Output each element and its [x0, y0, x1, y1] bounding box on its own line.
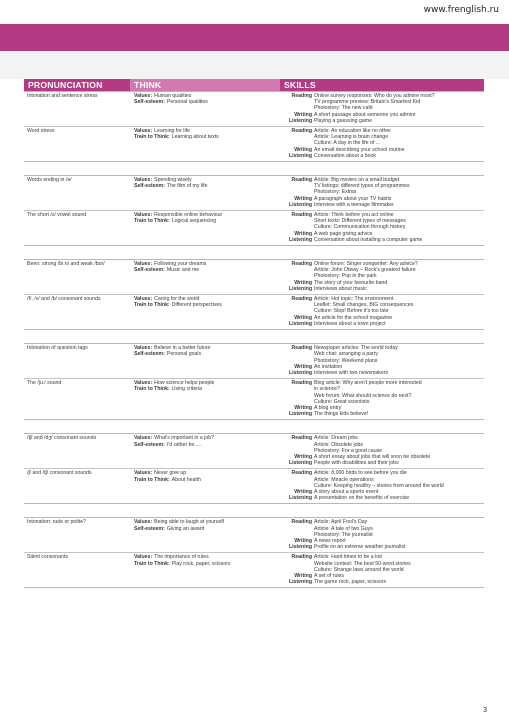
skill-label: Listening — [288, 544, 312, 551]
skill-label: Reading — [291, 177, 312, 184]
skill-label: Listening — [288, 152, 312, 159]
think-label: Values: — [134, 128, 153, 135]
skills-cell — [280, 380, 484, 417]
skill-text: Culture: Great scientists — [314, 398, 370, 405]
skills-cell — [280, 345, 484, 376]
table-row — [24, 126, 484, 161]
skill-label: Writing — [294, 488, 312, 495]
skill-label: Reading — [291, 470, 312, 477]
skill-text: Photostory: Pop in the park — [314, 273, 377, 280]
skill-text: A story about a sports event — [314, 488, 379, 495]
magenta-header-band — [0, 24, 509, 51]
skill-text: Blog article: Why aren't people more interested — [314, 380, 422, 387]
think-label: Values: — [134, 212, 153, 219]
skill-text: A news report — [314, 537, 346, 544]
skills-line — [284, 321, 484, 327]
think-label: Values: — [134, 435, 153, 442]
skill-label: Reading — [291, 296, 312, 303]
think-label: Train to Think: — [134, 134, 170, 141]
think-line — [134, 351, 280, 357]
skills-line — [284, 153, 484, 159]
skill-text: A short passage about someone you admire — [314, 111, 416, 118]
skill-text: Playing a guessing game — [314, 117, 372, 124]
think-line — [134, 526, 280, 532]
skill-text: TV listings: different types of programmes — [314, 183, 410, 190]
skill-label: Reading — [291, 212, 312, 219]
unit-block — [24, 259, 484, 330]
skills-line — [284, 495, 484, 501]
table-row — [24, 92, 484, 126]
skills-cell — [280, 212, 484, 243]
think-line — [134, 134, 280, 140]
skill-text: Article: A tale of two Guys — [314, 525, 373, 532]
skill-text: An article for the school magazine — [314, 314, 393, 321]
think-value: I'd rather be .... — [166, 441, 202, 448]
skill-text: Article: Think before you act online — [314, 212, 394, 219]
header-pronunciation: PRONUNCIATION — [24, 79, 130, 91]
skills-cell — [280, 177, 484, 208]
think-value: Learning about texts — [171, 134, 219, 141]
think-value: Human qualities — [154, 93, 192, 99]
skill-label: Listening — [288, 460, 312, 467]
think-line — [134, 99, 280, 105]
skill-label: Writing — [294, 111, 312, 118]
think-cell — [130, 261, 280, 292]
skill-text: Online survey responses: Who do you admire most? — [314, 93, 435, 99]
skill-label: Reading — [291, 519, 312, 526]
pronunciation-cell: The /juː/ sound — [27, 380, 62, 387]
think-value: Believe in a better future — [154, 345, 211, 352]
skills-line — [284, 460, 484, 466]
table-row — [24, 344, 484, 378]
skill-text: A set of rules — [314, 572, 344, 579]
skill-text: The things kids believe! — [314, 411, 369, 418]
think-value: What's important in a job? — [154, 435, 214, 442]
table-row — [24, 378, 484, 419]
think-value: The film of my life — [166, 183, 208, 190]
skill-label: Writing — [294, 195, 312, 202]
skill-text: Website contest: The best 50-word stories — [314, 560, 411, 567]
skill-text: Photostory: Extras — [314, 189, 357, 196]
skill-label: Reading — [291, 128, 312, 135]
think-value: The importance of rules — [154, 554, 209, 561]
skill-text: Article: Miracle operations — [314, 476, 374, 483]
skill-text: A paragraph about your TV habits — [314, 195, 392, 202]
skill-text: Culture: A day in the life of ... — [314, 140, 381, 147]
skill-label: Writing — [294, 279, 312, 286]
table-row — [24, 210, 484, 245]
skill-text: The story of your favourite band — [314, 279, 388, 286]
think-value: Never give up — [154, 470, 187, 477]
think-cell — [130, 470, 280, 501]
skill-text: The game rock, paper, scissors — [314, 579, 387, 586]
skill-text: Culture: Stop! Before it's too late — [314, 308, 389, 315]
skill-label: Listening — [288, 369, 312, 376]
think-value: Music and me — [166, 267, 200, 274]
skill-text: Interviews with two newsmakers — [314, 369, 389, 376]
pronunciation-cell: Intonation: rude or polite? — [27, 519, 86, 526]
skill-label: Writing — [294, 537, 312, 544]
think-value: Personal qualities — [166, 99, 208, 106]
think-cell — [130, 554, 280, 585]
table-header — [24, 79, 484, 91]
skills-cell — [280, 296, 484, 327]
think-cell — [130, 212, 280, 243]
think-cell — [130, 345, 280, 376]
think-line — [134, 386, 280, 392]
skills-cell — [280, 261, 484, 292]
think-value: Logical sequencing — [171, 218, 217, 225]
think-value: How science helps people — [154, 380, 215, 387]
think-label: Values: — [134, 345, 153, 352]
skill-text: TV programme preview: Britain's Smartest Kid — [314, 99, 421, 106]
skill-text: Culture: Keeping healthy – stories from around the world — [314, 482, 444, 489]
skill-label: Reading — [291, 261, 312, 268]
site-watermark: www.frenglish.ru — [423, 5, 499, 15]
table-row — [24, 434, 484, 468]
think-value: Spending wisely — [154, 177, 192, 184]
pronunciation-cell: /ʃ/ and /tʃ/ consonant sounds — [27, 470, 92, 477]
skill-text: Interviews about a town project — [314, 320, 386, 327]
skills-cell — [280, 435, 484, 466]
think-cell — [130, 177, 280, 208]
pronunciation-cell: Word stress — [27, 128, 55, 135]
skill-text: Conversation about installing a computer game — [314, 236, 423, 243]
skill-text: in science? — [314, 386, 340, 393]
think-value: Caring for the world — [154, 296, 200, 303]
think-label: Train to Think: — [134, 302, 170, 309]
skill-label: Reading — [291, 380, 312, 387]
skill-text: Photostory: The journalist — [314, 531, 373, 538]
unit-block — [24, 433, 484, 504]
pronunciation-cell: /tʃ/ and /dʒ/ consonant sounds — [27, 435, 97, 442]
table-row — [24, 468, 484, 503]
think-label: Train to Think: — [134, 476, 170, 483]
skill-label: Writing — [294, 230, 312, 237]
think-label: Train to Think: — [134, 218, 170, 225]
skills-cell — [280, 93, 484, 124]
think-label: Values: — [134, 554, 153, 561]
top-bar — [0, 0, 509, 24]
skill-label: Listening — [288, 201, 312, 208]
think-value: Learning for life — [154, 128, 190, 135]
skills-cell — [280, 128, 484, 159]
skills-line — [284, 411, 484, 417]
skills-line — [284, 286, 484, 292]
skill-label: Reading — [291, 345, 312, 352]
skill-text: Interview with a teenage filmmaker — [314, 201, 394, 208]
skills-line — [284, 544, 484, 550]
unit-block — [24, 517, 484, 588]
page-number: 3 — [483, 707, 487, 714]
skill-label: Listening — [288, 495, 312, 502]
unit-block — [24, 343, 484, 420]
skills-line — [284, 118, 484, 124]
skill-text: Article: Hot topic: The environment — [314, 296, 394, 303]
think-cell — [130, 296, 280, 327]
think-cell — [130, 128, 280, 159]
contents-table — [24, 79, 484, 601]
skill-text: Culture: Communication through history — [314, 224, 406, 231]
think-label: Self-esteem: — [134, 441, 165, 448]
skill-text: Article: Hard times to be a kid — [314, 554, 382, 561]
skill-text: Article: An education like no other — [314, 128, 391, 135]
think-cell — [130, 435, 280, 466]
think-line — [134, 561, 280, 567]
think-label: Values: — [134, 93, 153, 99]
skill-text: An invitation — [314, 363, 343, 370]
pronunciation-cell: Silent consonants — [27, 554, 68, 561]
think-value: Different perspectives — [171, 302, 222, 309]
skill-label: Writing — [294, 453, 312, 460]
skill-text: A short essay about jobs that will soon be obsolete — [314, 453, 431, 460]
table-row — [24, 176, 484, 210]
think-value: Giving an award — [166, 525, 205, 532]
think-line — [134, 267, 280, 273]
skill-text: Article: Big movies on a small budget — [314, 177, 400, 184]
skills-cell — [280, 470, 484, 501]
think-label: Self-esteem: — [134, 267, 165, 274]
skill-text: Short texts: Different types of messages — [314, 218, 406, 225]
pronunciation-cell: Been: strong /biːn/ and weak /bɪn/ — [27, 261, 105, 268]
table-row — [24, 518, 484, 552]
skills-line — [284, 579, 484, 585]
think-line — [134, 477, 280, 483]
skill-text: Leaflet: Small changes, BIG consequences — [314, 302, 414, 309]
skills-line — [284, 370, 484, 376]
think-value: Using criteria — [171, 386, 203, 393]
think-value: Following your dreams — [154, 261, 207, 268]
skill-text: People with disabilities and their jobs — [314, 460, 399, 467]
skill-text: Interviews about music — [314, 285, 367, 292]
skill-label: Writing — [294, 363, 312, 370]
think-value: Play rock, paper, scissors — [171, 560, 231, 567]
skill-text: Newspaper articles: The world today — [314, 345, 398, 352]
skill-label: Listening — [288, 117, 312, 124]
skill-text: A presentation on the benefits of exercise — [314, 495, 410, 502]
header-think: THINK — [130, 79, 280, 91]
table-row — [24, 294, 484, 329]
skill-text: An email describing your school routine — [314, 146, 405, 153]
think-cell — [130, 519, 280, 550]
unit-block — [24, 91, 484, 162]
think-label: Self-esteem: — [134, 99, 165, 106]
skill-label: Reading — [291, 93, 312, 99]
skill-text: Article: 8,000 birds to see before you die — [314, 470, 407, 477]
skill-label: Listening — [288, 579, 312, 586]
think-line — [134, 302, 280, 308]
skills-cell — [280, 554, 484, 585]
think-label: Self-esteem: — [134, 351, 165, 358]
skills-line — [284, 202, 484, 208]
think-label: Values: — [134, 380, 153, 387]
skill-text: Article: John Otway – Rock's greatest failure — [314, 267, 416, 274]
think-label: Values: — [134, 177, 153, 184]
table-row — [24, 552, 484, 587]
think-line — [134, 183, 280, 189]
skills-line — [284, 237, 484, 243]
skill-label: Writing — [294, 314, 312, 321]
skill-label: Listening — [288, 236, 312, 243]
skill-text: Article: April Fool's Day — [314, 519, 368, 526]
skill-label: Writing — [294, 404, 312, 411]
skill-text: Web forum: What should science do next? — [314, 392, 412, 399]
skill-text: Photostory: The new café — [314, 105, 373, 112]
skill-text: Profile on an extreme weather journalist — [314, 544, 406, 551]
think-value: Responsible online behaviour — [154, 212, 223, 219]
skill-label: Listening — [288, 320, 312, 327]
think-label: Values: — [134, 261, 153, 268]
skill-text: Article: Obsolete jobs — [314, 441, 364, 448]
skill-label: Reading — [291, 435, 312, 442]
think-label: Self-esteem: — [134, 525, 165, 532]
skill-text: Online forum: Singer songwriter: Any advice? — [314, 261, 418, 268]
skill-text: Article: Learning is brain change — [314, 134, 389, 141]
skill-text: Photostory: Weekend plans — [314, 357, 378, 364]
pronunciation-cell: The short /ʌ/ vowel sound — [27, 212, 87, 219]
pronunciation-cell: Intonation of question tags — [27, 345, 88, 352]
skill-label: Writing — [294, 146, 312, 153]
think-line — [134, 218, 280, 224]
think-value: Being able to laugh at yourself — [154, 519, 224, 526]
grey-strip — [0, 51, 509, 79]
table-row — [24, 260, 484, 294]
skill-label: Listening — [288, 411, 312, 418]
units-container — [24, 91, 484, 588]
think-label: Values: — [134, 470, 153, 477]
think-cell — [130, 93, 280, 124]
think-label: Train to Think: — [134, 386, 170, 393]
think-line — [134, 442, 280, 448]
skills-cell — [280, 519, 484, 550]
pronunciation-cell: Intonation and sentence stress — [27, 93, 98, 99]
think-label: Values: — [134, 519, 153, 526]
think-label: Train to Think: — [134, 560, 170, 567]
skill-text: A web page giving advice — [314, 230, 373, 237]
think-value: Personal goals — [166, 351, 202, 358]
think-label: Values: — [134, 296, 153, 303]
skill-text: Web chat: arranging a party — [314, 351, 378, 358]
skill-text: Culture: Strange laws around the world — [314, 566, 404, 573]
header-skills: SKILLS — [280, 79, 484, 91]
skill-label: Reading — [291, 554, 312, 561]
skill-label: Listening — [288, 285, 312, 292]
skill-text: Article: Dream jobs — [314, 435, 358, 442]
skill-label: Writing — [294, 572, 312, 579]
skill-text: Conversation about a book — [314, 152, 377, 159]
pronunciation-cell: Words ending in /ə/ — [27, 177, 72, 184]
think-label: Self-esteem: — [134, 183, 165, 190]
think-value: About health — [171, 476, 201, 483]
unit-block — [24, 175, 484, 246]
think-cell — [130, 380, 280, 417]
pronunciation-cell: /f/, /v/ and /b/ consonant sounds — [27, 296, 101, 303]
skill-text: A blog entry — [314, 404, 342, 411]
skill-text: Photostory: For a good cause — [314, 447, 383, 454]
